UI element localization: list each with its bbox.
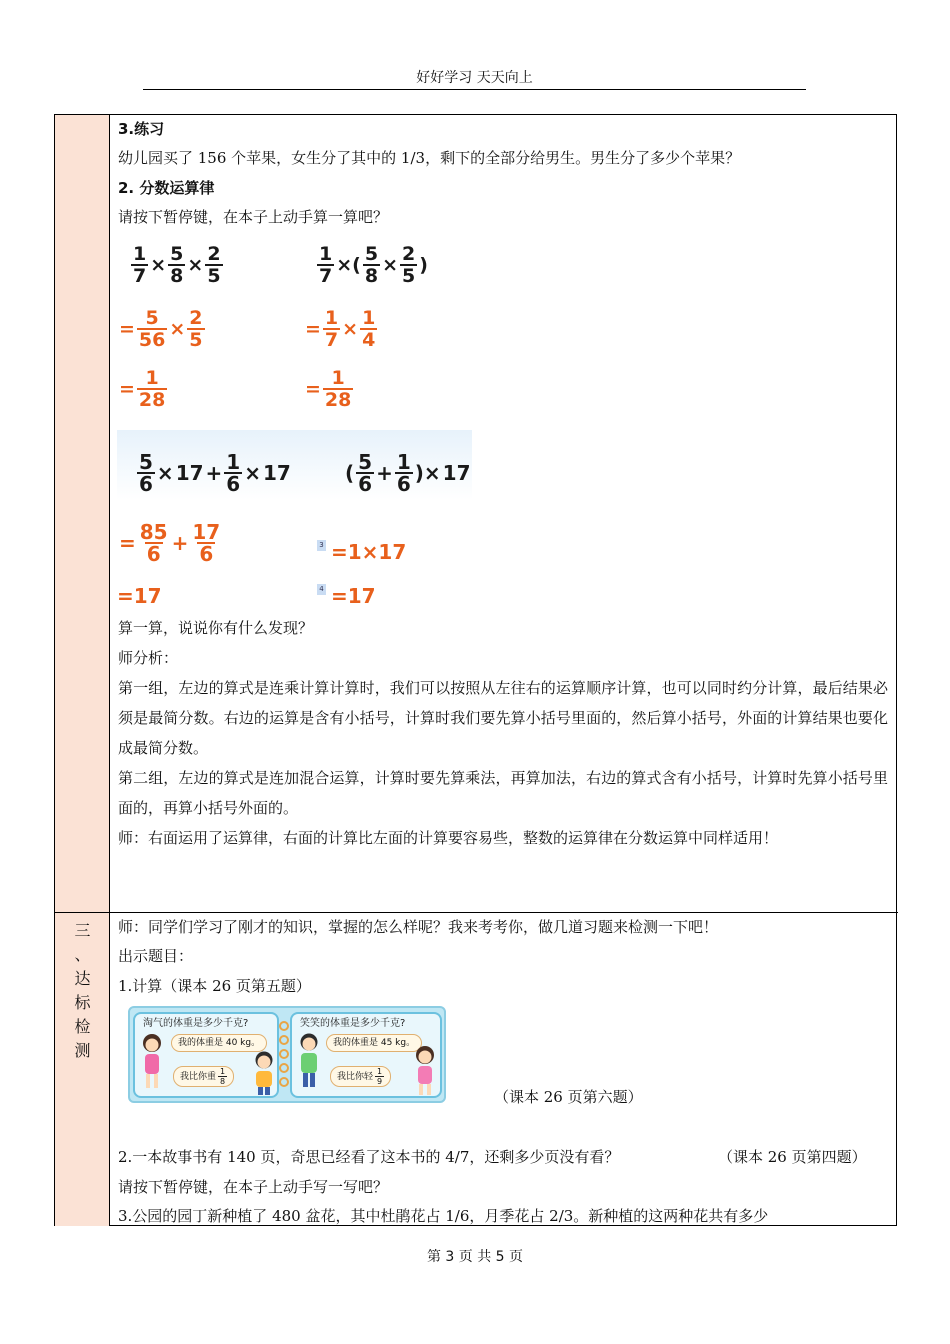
panel-right: [290, 1012, 442, 1098]
fraction: $\frac{1}{7}$: [319, 243, 333, 287]
boy-illustration: [296, 1032, 322, 1092]
fraction: $\frac{5}{8}$: [364, 243, 379, 287]
fraction: $\frac{1}{4}$: [362, 307, 376, 351]
fraction: $\frac{1}{6}$: [396, 450, 411, 496]
result: =17: [117, 584, 162, 608]
fraction: $\frac{5}{56}$: [138, 307, 166, 351]
practice-heading: 3.练习: [118, 120, 165, 138]
g1-left-step2: = $\frac{1}{28}$: [119, 367, 166, 411]
integer: 17: [175, 461, 204, 485]
fraction: $\frac{1}{7}$: [133, 243, 147, 287]
question-1: 1.计算（课本 26 页第五题）: [118, 977, 311, 995]
speech-bubble: [173, 1066, 234, 1087]
section-label-char: 达: [74, 969, 91, 988]
fraction: $\frac{1}{9}$: [377, 1067, 383, 1086]
fraction: $\frac{17}{6}$: [192, 520, 221, 566]
g2-right-step2: [331, 584, 376, 608]
fraction: $\frac{2}{5}$: [402, 243, 416, 287]
weight-problem-figure: [128, 1006, 446, 1103]
test-intro: 师：同学们学习了刚才的知识，掌握的怎么样呢？我来考考你，做几道习题来检测一下吧！: [118, 918, 719, 936]
show-problems: 出示题目：: [118, 947, 194, 965]
g1-right-step1: = $\frac{1}{7}$ × $\frac{1}{4}$: [305, 307, 376, 351]
question-3: 3.公园的园丁新种植了 480 盆花，其中杜鹃花占 1/6，月季花占 2/3。新种植的这两种花共有多少: [118, 1207, 769, 1225]
boy-illustration: [251, 1050, 277, 1096]
section-label-cell: [55, 913, 110, 1226]
fraction: $\frac{1}{6}$: [226, 450, 241, 496]
section-label-char: 三: [74, 921, 91, 940]
pause-write-instruction: 请按下暂停键，在本子上动手写一写吧？: [118, 1178, 389, 1196]
fraction: $\frac{5}{6}$: [139, 450, 153, 496]
pause-instruction: 请按下暂停键，在本子上动手算一算吧？: [118, 208, 389, 226]
question-1-caption: （课本 26 页第六题）: [494, 1088, 643, 1106]
g1-left-expression: $\frac{1}{7}$ × $\frac{5}{8}$ × $\frac{2}{5}$: [133, 243, 221, 287]
speech-bubble: 我的体重是 45 kg。: [326, 1034, 422, 1052]
prompt-text: 算一算，说说你有什么发现？: [118, 619, 314, 637]
law-heading: 2. 分数运算律: [118, 179, 215, 197]
page-header: 好好学习 天天向上: [143, 68, 806, 90]
g1-left-step1: = $\frac{5}{56}$ × $\frac{2}{5}$: [119, 307, 203, 351]
fraction: $\frac{5}{8}$: [170, 243, 184, 287]
question-2-ref: （课本 26 页第四题）: [718, 1148, 867, 1166]
analysis-label: 师分析：: [118, 649, 179, 667]
math-figure-group2: [117, 430, 472, 608]
row-label-cell: [55, 115, 110, 912]
fraction: $\frac{2}{5}$: [189, 307, 203, 351]
result: =1×17: [331, 540, 407, 564]
g1-right-expression: $\frac{1}{7}$ ×( $\frac{5}{8}$ × $\frac{2}{5}$ ): [319, 243, 428, 287]
section-label-char: 标: [74, 993, 91, 1012]
section-label: [55, 919, 110, 1063]
girl-illustration: [412, 1044, 438, 1096]
fraction: $\frac{2}{5}$: [207, 243, 221, 287]
speech-bubble: 我的体重是 40 kg。: [171, 1034, 267, 1052]
fraction: $\frac{1}{28}$: [138, 367, 166, 411]
g1-right-step2: = $\frac{1}{28}$: [305, 367, 352, 411]
section-label-char: 检: [74, 1017, 91, 1036]
practice-problem: 幼儿园买了 156 个苹果，女生分了其中的 1/3，剩下的全部分给男生。男生分了多少个苹果？: [118, 149, 741, 167]
g2-left-expression: $\frac{5}{6}$ × 17 + $\frac{1}{6}$ × 17: [139, 450, 291, 496]
bubble-text: 我比你重: [180, 1071, 217, 1082]
fraction: $\frac{85}{6}$: [139, 520, 168, 566]
section-label-char: 测: [74, 1041, 91, 1060]
fraction: $\frac{1}{7}$: [324, 307, 339, 351]
fraction: $\frac{1}{28}$: [324, 367, 352, 411]
g2-right-expression: ( $\frac{5}{6}$ + $\frac{1}{6}$ )× 17: [345, 450, 471, 496]
page-footer: 第 3 页 共 5 页: [426, 1249, 524, 1265]
fraction: $\frac{5}{6}$: [358, 450, 373, 496]
analysis-paragraph-2: 第二组，左边的算式是连加混合运算，计算时要先算乘法，再算加法，右边的算式含有小括号，计算时先算小括号里面的，再算小括号外面的。: [118, 769, 888, 817]
girl-illustration: [139, 1032, 165, 1092]
section-label-char: 、: [74, 945, 91, 964]
note-marker: 4: [317, 584, 326, 595]
g2-left-step2: [117, 584, 162, 608]
integer: 17: [262, 461, 291, 485]
panel-left: [133, 1012, 279, 1098]
integer: 17: [442, 461, 471, 485]
note-marker: 3: [317, 540, 326, 551]
analysis-paragraph-1: 第一组，左边的算式是连乘计算计算时，我们可以按照从左往右的运算顺序计算，也可以同时约分计算，最后结果必须是最简分数。右边的运算是含有小括号，计算时我们要先算小括号里面的，然后算小括号，外面的计算结果也要化成最简分数。: [118, 679, 888, 757]
analysis-paragraph-3: 师：右面运用了运算律，右面的计算比左面的计算要容易些，整数的运算律在分数运算中同样适用！: [118, 829, 779, 847]
question-2: 2.一本故事书有 140 页，奇思已经看了这本书的 4/7，还剩多少页没有看？: [118, 1148, 620, 1166]
speech-bubble: [330, 1066, 391, 1087]
result: =17: [331, 584, 376, 608]
bubble-text: 我比你轻: [337, 1071, 374, 1082]
panel-title: 淘气的体重是多少千克?: [143, 1018, 249, 1029]
binder-rings: [278, 1020, 290, 1092]
g2-left-step1: = $\frac{85}{6}$ + $\frac{17}{6}$: [119, 520, 221, 566]
g2-right-step1: [331, 540, 406, 564]
math-figure-group1: [117, 236, 427, 418]
panel-title: 笑笑的体重是多少千克?: [300, 1018, 406, 1029]
fraction: $\frac{1}{8}$: [220, 1067, 226, 1086]
